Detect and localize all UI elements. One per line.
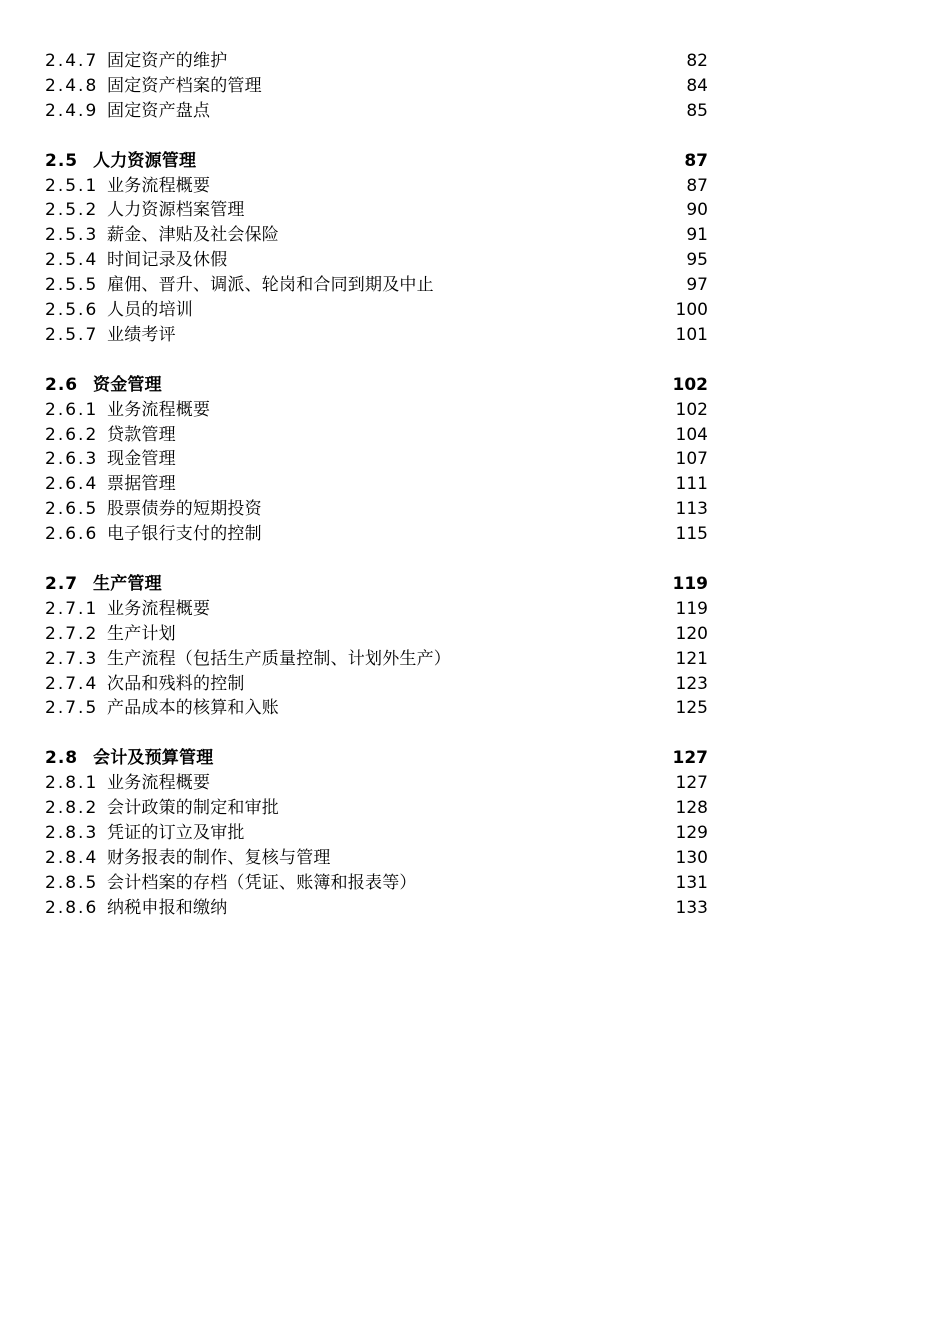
heading-number: 2.6 bbox=[45, 374, 79, 395]
toc-entry[interactable] bbox=[45, 622, 708, 647]
entry-page: 107 bbox=[675, 449, 708, 470]
entry-number: 2.8.1 bbox=[45, 773, 99, 794]
entry-title: 纳税申报和缴纳 bbox=[107, 897, 228, 918]
entry-title: 次品和残料的控制 bbox=[107, 673, 245, 694]
toc-section bbox=[45, 746, 708, 920]
entry-title: 业绩考评 bbox=[107, 324, 176, 345]
entry-title: 现金管理 bbox=[107, 449, 176, 470]
toc-section-heading[interactable] bbox=[45, 149, 708, 174]
entry-title: 人员的培训 bbox=[107, 300, 193, 321]
entry-title: 业务流程概要 bbox=[107, 598, 211, 619]
toc-entry[interactable] bbox=[45, 323, 708, 348]
entry-number: 2.6.1 bbox=[45, 399, 99, 420]
toc-entry[interactable] bbox=[45, 248, 708, 273]
entry-page: 82 bbox=[686, 51, 708, 71]
entry-number: 2.8.3 bbox=[45, 823, 99, 844]
heading-title: 资金管理 bbox=[93, 374, 162, 395]
entry-number: 2.5.1 bbox=[45, 175, 99, 196]
entry-number: 2.8.2 bbox=[45, 798, 99, 819]
entry-page: 119 bbox=[675, 598, 708, 619]
toc-entry[interactable] bbox=[45, 273, 708, 298]
toc-entry[interactable] bbox=[45, 821, 708, 846]
entry-page: 104 bbox=[675, 424, 708, 445]
entry-title: 固定资产盘点 bbox=[107, 100, 211, 121]
entry-page: 123 bbox=[675, 673, 708, 694]
entry-title: 人力资源档案管理 bbox=[107, 200, 245, 221]
entry-number: 2.6.6 bbox=[45, 524, 99, 545]
entry-number: 2.5.4 bbox=[45, 250, 99, 271]
toc-entry[interactable] bbox=[45, 99, 708, 124]
toc-entry[interactable] bbox=[45, 647, 708, 672]
entry-title: 时间记录及休假 bbox=[107, 250, 228, 271]
entry-number: 2.7.2 bbox=[45, 623, 99, 644]
toc-entry[interactable] bbox=[45, 472, 708, 497]
entry-title: 固定资产档案的管理 bbox=[107, 75, 262, 96]
toc-entry[interactable] bbox=[45, 896, 708, 921]
toc-entry[interactable] bbox=[45, 74, 708, 99]
entry-title: 业务流程概要 bbox=[107, 175, 211, 196]
toc-section bbox=[45, 149, 708, 348]
table-of-contents bbox=[45, 49, 708, 921]
entry-page: 97 bbox=[686, 275, 708, 296]
heading-page: 119 bbox=[672, 574, 708, 595]
entry-page: 131 bbox=[675, 872, 708, 893]
toc-entry[interactable] bbox=[45, 522, 708, 547]
entry-page: 102 bbox=[675, 399, 708, 420]
entry-title: 凭证的订立及审批 bbox=[107, 823, 245, 844]
entry-page: 95 bbox=[686, 250, 708, 271]
entry-page: 127 bbox=[675, 773, 708, 794]
toc-entry[interactable] bbox=[45, 223, 708, 248]
toc-section bbox=[45, 572, 708, 721]
entry-number: 2.6.3 bbox=[45, 449, 99, 470]
heading-page: 102 bbox=[672, 374, 708, 395]
entry-page: 125 bbox=[675, 698, 708, 719]
entry-number: 2.7.1 bbox=[45, 598, 99, 619]
heading-title: 人力资源管理 bbox=[93, 150, 197, 171]
toc-entry[interactable] bbox=[45, 447, 708, 472]
entry-number: 2.5.2 bbox=[45, 200, 99, 221]
entry-title: 会计档案的存档（凭证、账簿和报表等） bbox=[107, 872, 417, 893]
heading-number: 2.5 bbox=[45, 150, 79, 171]
entry-title: 业务流程概要 bbox=[107, 773, 211, 794]
heading-number: 2.8 bbox=[45, 748, 79, 769]
toc-section-heading[interactable] bbox=[45, 373, 708, 398]
entry-title: 业务流程概要 bbox=[107, 399, 211, 420]
entry-title: 贷款管理 bbox=[107, 424, 176, 445]
entry-title: 生产流程（包括生产质量控制、计划外生产） bbox=[107, 648, 451, 669]
toc-entry[interactable] bbox=[45, 49, 708, 74]
entry-number: 2.7.3 bbox=[45, 648, 99, 669]
entry-page: 84 bbox=[686, 75, 708, 96]
toc-entry[interactable] bbox=[45, 198, 708, 223]
entry-page: 85 bbox=[686, 100, 708, 121]
heading-title: 生产管理 bbox=[93, 574, 162, 595]
heading-page: 127 bbox=[672, 748, 708, 769]
toc-entry[interactable] bbox=[45, 871, 708, 896]
entry-page: 129 bbox=[675, 823, 708, 844]
toc-entry[interactable] bbox=[45, 497, 708, 522]
toc-entry[interactable] bbox=[45, 672, 708, 697]
entry-page: 128 bbox=[675, 798, 708, 819]
toc-entry[interactable] bbox=[45, 846, 708, 871]
toc-entry[interactable] bbox=[45, 174, 708, 199]
entry-number: 2.7.4 bbox=[45, 673, 99, 694]
entry-title: 电子银行支付的控制 bbox=[107, 524, 262, 545]
entry-number: 2.4.8 bbox=[45, 75, 99, 96]
entry-page: 100 bbox=[675, 300, 708, 321]
entry-page: 111 bbox=[675, 474, 708, 495]
entry-page: 91 bbox=[686, 225, 708, 246]
entry-number: 2.8.4 bbox=[45, 847, 99, 868]
toc-entry[interactable] bbox=[45, 423, 708, 448]
entry-page: 90 bbox=[686, 200, 708, 221]
entry-number: 2.4.9 bbox=[45, 100, 99, 121]
entry-page: 130 bbox=[675, 847, 708, 868]
toc-section bbox=[45, 49, 708, 124]
toc-section-heading[interactable] bbox=[45, 746, 708, 771]
entry-title: 薪金、津贴及社会保险 bbox=[107, 225, 279, 246]
entry-number: 2.5.6 bbox=[45, 300, 99, 321]
entry-page: 87 bbox=[686, 175, 708, 196]
toc-entry[interactable] bbox=[45, 298, 708, 323]
toc-section bbox=[45, 373, 708, 547]
toc-entry[interactable] bbox=[45, 696, 708, 721]
entry-number: 2.6.2 bbox=[45, 424, 99, 445]
heading-title: 会计及预算管理 bbox=[93, 748, 214, 769]
entry-page: 101 bbox=[675, 324, 708, 345]
entry-number: 2.5.7 bbox=[45, 324, 99, 345]
entry-page: 120 bbox=[675, 623, 708, 644]
entry-title: 会计政策的制定和审批 bbox=[107, 798, 279, 819]
entry-number: 2.6.5 bbox=[45, 499, 99, 520]
entry-number: 2.5.3 bbox=[45, 225, 99, 246]
toc-section-heading[interactable] bbox=[45, 572, 708, 597]
entry-title: 固定资产的维护 bbox=[107, 51, 228, 71]
heading-page: 87 bbox=[684, 150, 708, 171]
entry-title: 产品成本的核算和入账 bbox=[107, 698, 279, 719]
entry-number: 2.4.7 bbox=[45, 51, 99, 71]
entry-title: 股票债券的短期投资 bbox=[107, 499, 262, 520]
toc-entry[interactable] bbox=[45, 771, 708, 796]
entry-number: 2.7.5 bbox=[45, 698, 99, 719]
entry-page: 121 bbox=[675, 648, 708, 669]
heading-number: 2.7 bbox=[45, 574, 79, 595]
entry-title: 财务报表的制作、复核与管理 bbox=[107, 847, 331, 868]
entry-page: 133 bbox=[675, 897, 708, 918]
entry-number: 2.5.5 bbox=[45, 275, 99, 296]
toc-entry[interactable] bbox=[45, 796, 708, 821]
entry-page: 115 bbox=[675, 524, 708, 545]
entry-number: 2.8.5 bbox=[45, 872, 99, 893]
entry-title: 票据管理 bbox=[107, 474, 176, 495]
entry-number: 2.8.6 bbox=[45, 897, 99, 918]
entry-title: 雇佣、晋升、调派、轮岗和合同到期及中止 bbox=[107, 275, 434, 296]
entry-page: 113 bbox=[675, 499, 708, 520]
toc-entry[interactable] bbox=[45, 597, 708, 622]
entry-number: 2.6.4 bbox=[45, 474, 99, 495]
entry-title: 生产计划 bbox=[107, 623, 176, 644]
toc-entry[interactable] bbox=[45, 398, 708, 423]
